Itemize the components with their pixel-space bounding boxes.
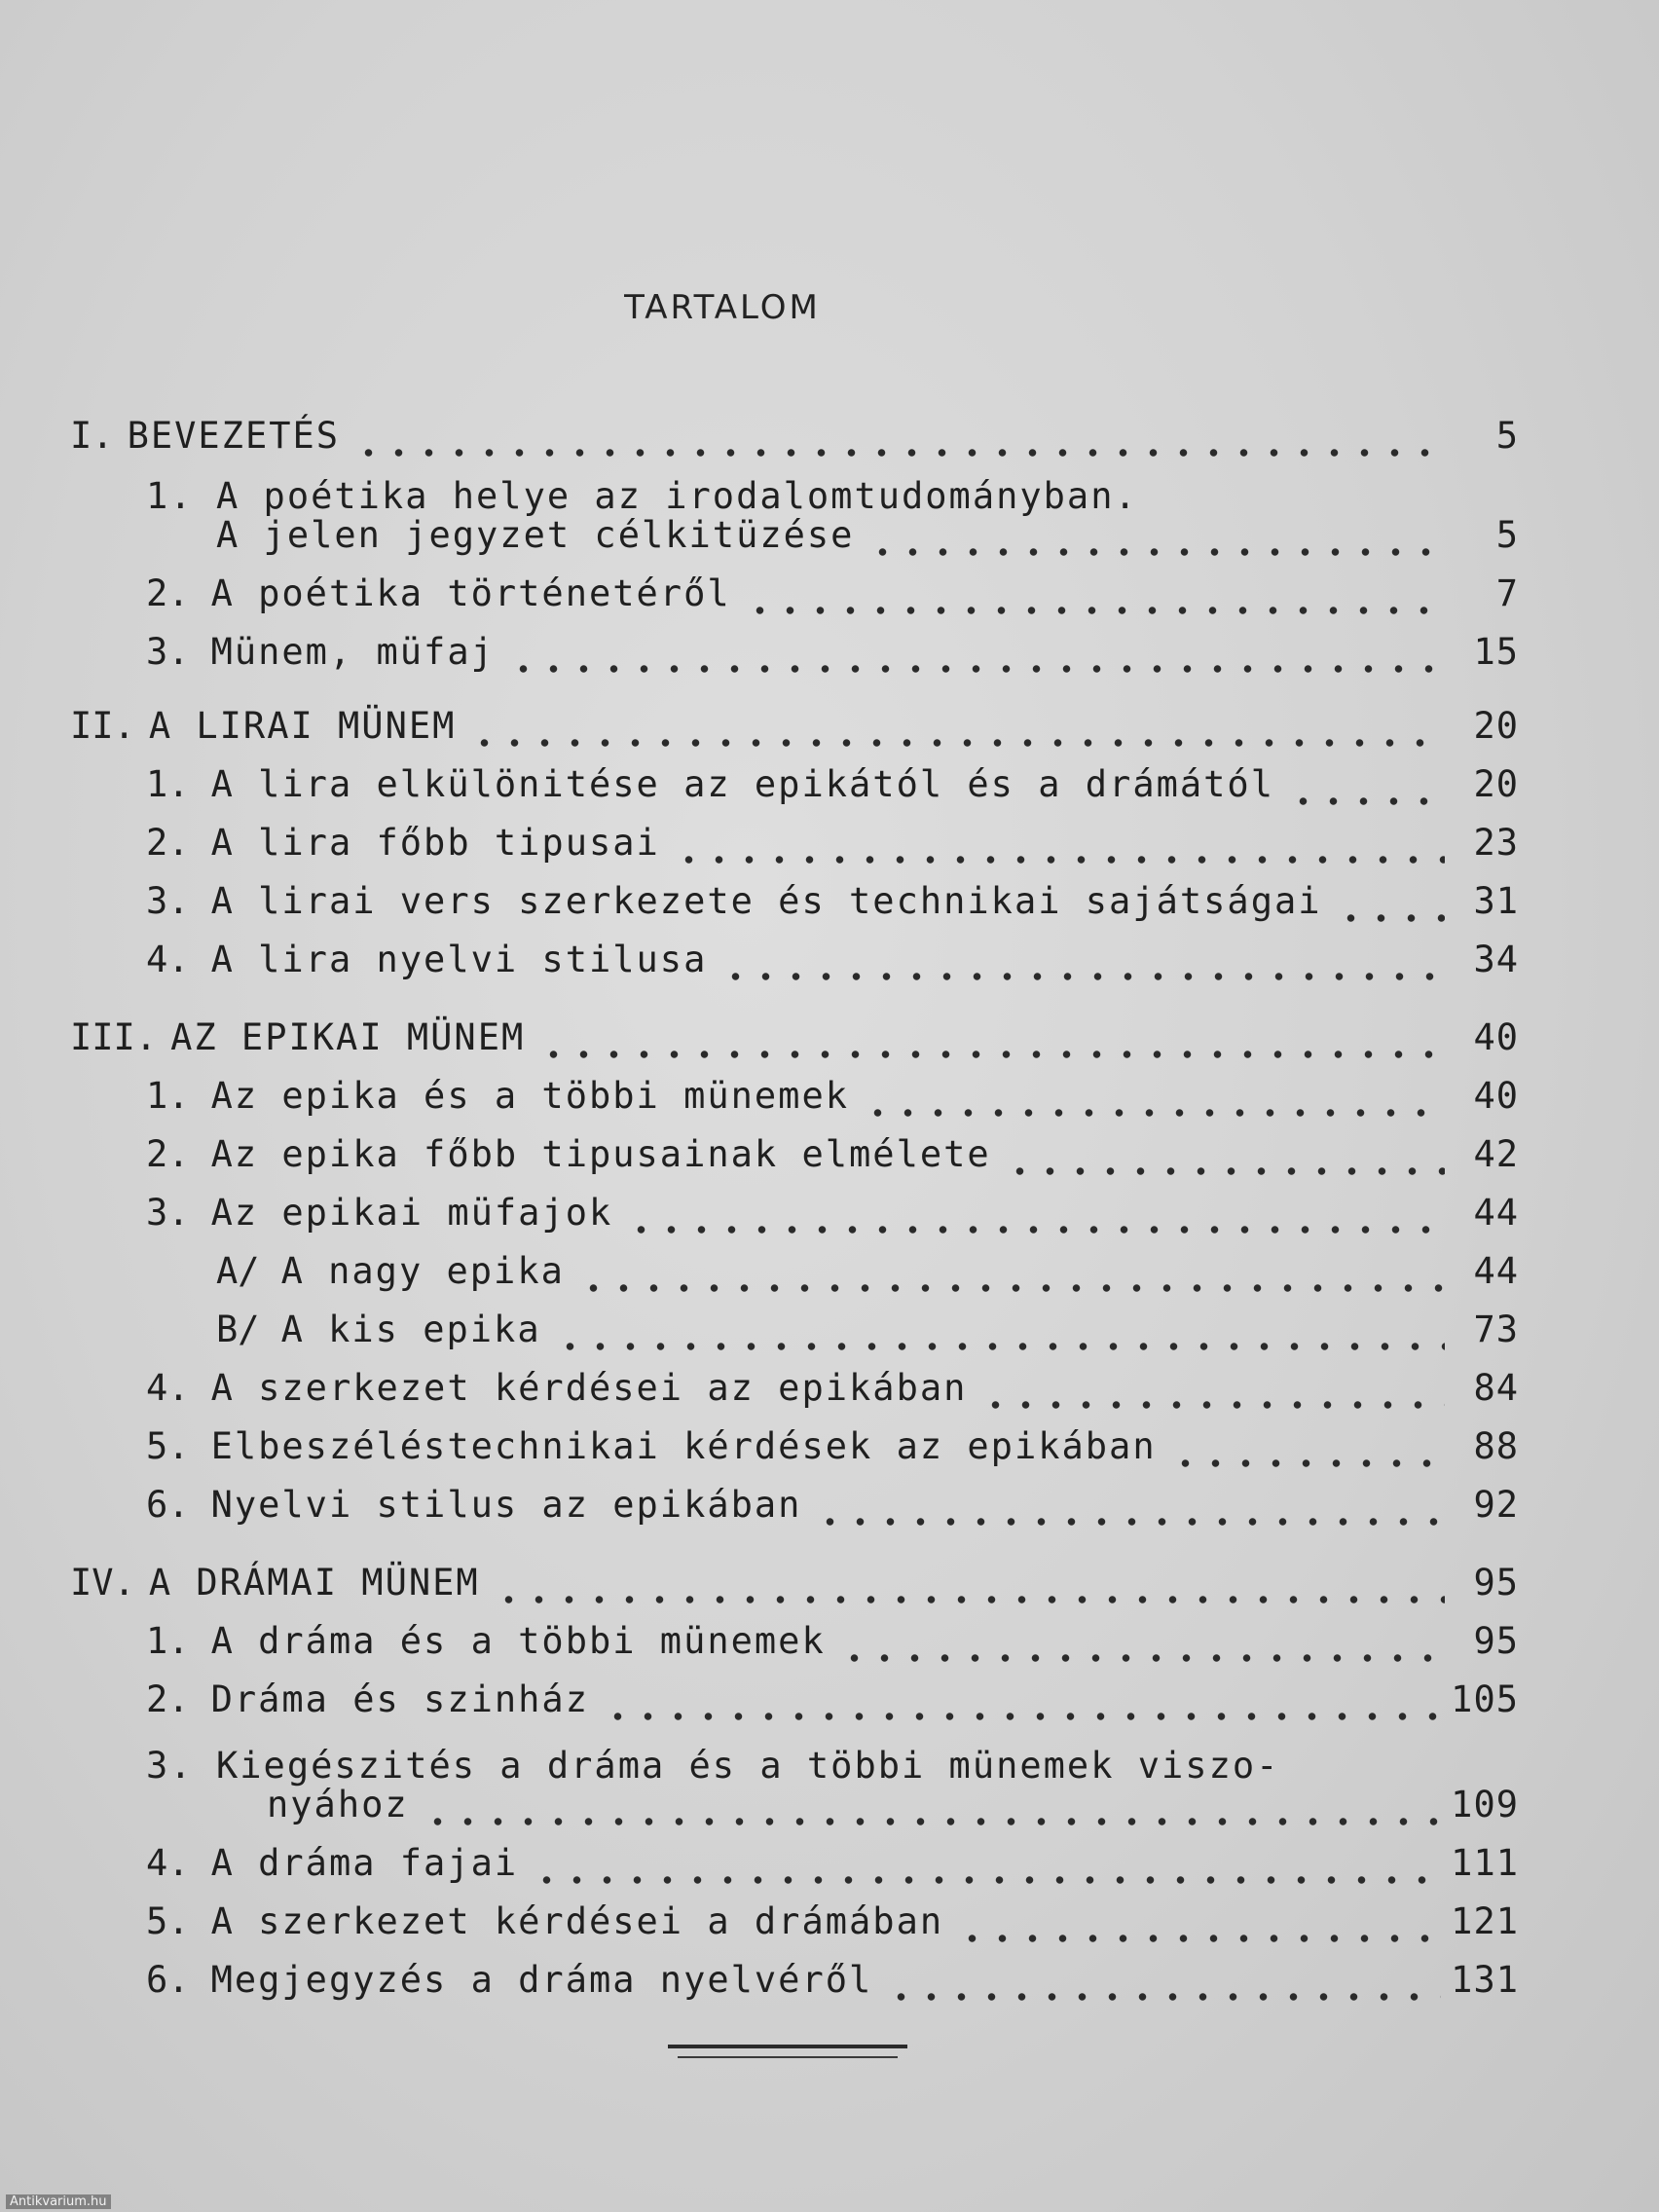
toc-item-number: 3. bbox=[146, 631, 190, 673]
toc-item bbox=[146, 1365, 1519, 1412]
toc-page-number: 44 bbox=[1473, 1192, 1519, 1234]
toc-number: I. bbox=[70, 415, 114, 457]
toc-heading-2 bbox=[70, 703, 1519, 750]
toc-item-number: 2. bbox=[146, 572, 190, 614]
dot-leader bbox=[555, 1314, 1445, 1353]
dot-leader bbox=[839, 1626, 1445, 1665]
toc-item bbox=[146, 571, 1519, 617]
toc-item bbox=[146, 629, 1519, 676]
toc-item-text: Münem, müfaj bbox=[210, 631, 495, 673]
toc-item-text: Nyelvi stilus az epikában bbox=[210, 1484, 802, 1526]
toc-page-number: 34 bbox=[1473, 939, 1519, 980]
toc-page-number: 23 bbox=[1473, 822, 1519, 864]
toc-number: II. bbox=[70, 705, 135, 747]
toc-item-text: Kiegészités a dráma és a többi münemek viszo- bbox=[216, 1745, 1280, 1787]
toc-item bbox=[146, 820, 1519, 866]
dot-leader bbox=[423, 1789, 1442, 1828]
closing-rule bbox=[668, 2045, 907, 2048]
toc-item-text: A poétika helye az irodalomtudományban. bbox=[216, 475, 1138, 517]
toc-page-number: 105 bbox=[1451, 1678, 1519, 1720]
dot-leader bbox=[720, 944, 1445, 983]
dot-leader bbox=[578, 1256, 1445, 1295]
toc-item bbox=[146, 761, 1519, 808]
toc-item-text: A szerkezet kérdései az epikában bbox=[210, 1367, 968, 1409]
toc-heading-text: A LIRAI MÜNEM bbox=[148, 705, 457, 747]
toc-heading-1 bbox=[70, 413, 1519, 460]
toc-item-number: 2. bbox=[146, 1678, 190, 1720]
toc-page-number: 73 bbox=[1473, 1309, 1519, 1350]
toc-item-number: 4. bbox=[146, 939, 190, 980]
dot-leader bbox=[1288, 769, 1445, 808]
watermark: Antikvarium.hu bbox=[6, 2194, 111, 2209]
toc-item bbox=[146, 1782, 1519, 1828]
dot-leader bbox=[353, 421, 1445, 460]
toc-item-number: 2. bbox=[146, 822, 190, 864]
toc-page-number: 44 bbox=[1473, 1250, 1519, 1292]
toc-item-number: 1. bbox=[146, 1620, 190, 1662]
toc-heading-text: A DRÁMAI MÜNEM bbox=[148, 1562, 480, 1604]
toc-item bbox=[146, 1482, 1519, 1529]
toc-page-number: 95 bbox=[1473, 1562, 1519, 1604]
toc-page-number: 109 bbox=[1451, 1784, 1519, 1825]
toc-item-text: A nagy epika bbox=[280, 1250, 565, 1292]
toc-item bbox=[146, 1131, 1519, 1178]
toc-item-number: 4. bbox=[146, 1842, 190, 1884]
dot-leader bbox=[815, 1490, 1445, 1529]
dot-leader bbox=[532, 1848, 1441, 1887]
toc-page-number: 15 bbox=[1473, 631, 1519, 673]
toc-page-number: 92 bbox=[1473, 1484, 1519, 1526]
toc-page-number: 40 bbox=[1473, 1016, 1519, 1058]
toc-item-number: 5. bbox=[146, 1425, 190, 1467]
toc-item bbox=[146, 1899, 1519, 1945]
dot-leader bbox=[886, 1965, 1441, 2004]
toc-item-number: 6. bbox=[146, 1959, 190, 2001]
toc-page-number: 111 bbox=[1451, 1842, 1519, 1884]
toc-item-text: A dráma fajai bbox=[210, 1842, 519, 1884]
toc-page-number: 95 bbox=[1473, 1620, 1519, 1662]
page-title: TARTALOM bbox=[624, 288, 821, 327]
toc-item-number: 1. bbox=[146, 1075, 190, 1117]
toc-item-number: 1. bbox=[146, 763, 190, 805]
toc-item-number: 3. bbox=[146, 1192, 190, 1234]
toc-item-text: A poétika történetéről bbox=[210, 572, 731, 614]
toc-item-number: 1. bbox=[146, 475, 194, 517]
toc-item bbox=[146, 878, 1519, 925]
toc-item-text: A dráma és a többi münemek bbox=[210, 1620, 826, 1662]
toc-page-number: 42 bbox=[1473, 1133, 1519, 1175]
dot-leader bbox=[494, 1567, 1445, 1606]
dot-leader bbox=[980, 1373, 1445, 1412]
toc-item bbox=[146, 1073, 1519, 1120]
toc-subitem bbox=[216, 1248, 1519, 1295]
dot-leader bbox=[1336, 886, 1445, 925]
toc-item-text: Elbeszéléstechnikai kérdések az epikában bbox=[210, 1425, 1157, 1467]
dot-leader bbox=[867, 520, 1445, 559]
dot-leader bbox=[1170, 1431, 1445, 1470]
dot-leader bbox=[603, 1684, 1441, 1723]
toc-item bbox=[146, 1677, 1519, 1723]
toc-item-text: A jelen jegyzet célkitüzése bbox=[216, 514, 855, 556]
toc-item-number: B/ bbox=[216, 1309, 260, 1350]
toc-page-number: 88 bbox=[1473, 1425, 1519, 1467]
dot-leader bbox=[745, 578, 1445, 617]
toc-item-text: Az epika és a többi münemek bbox=[210, 1075, 850, 1117]
toc-item bbox=[146, 1957, 1519, 2004]
toc-item bbox=[146, 937, 1519, 983]
dot-leader bbox=[1005, 1139, 1445, 1178]
toc-item bbox=[146, 1618, 1519, 1665]
toc-item-text: A kis epika bbox=[280, 1309, 541, 1350]
toc-item-text: A lirai vers szerkezete és technikai sajátságai bbox=[210, 880, 1322, 922]
toc-page-number: 84 bbox=[1473, 1367, 1519, 1409]
closing-rule-underline bbox=[678, 2056, 898, 2058]
dot-leader bbox=[508, 637, 1445, 676]
toc-page-number: 31 bbox=[1473, 880, 1519, 922]
toc-heading-4 bbox=[70, 1560, 1519, 1606]
toc-number: IV. bbox=[70, 1562, 135, 1604]
dot-leader bbox=[538, 1022, 1445, 1061]
toc-item-number: A/ bbox=[216, 1250, 260, 1292]
toc-item-text: Dráma és szinház bbox=[210, 1678, 589, 1720]
toc-item bbox=[146, 512, 1519, 559]
toc-page-number: 20 bbox=[1473, 705, 1519, 747]
toc-page-number: 131 bbox=[1451, 1959, 1519, 2001]
toc-item-text: Az epikai müfajok bbox=[210, 1192, 613, 1234]
toc-page-number: 5 bbox=[1495, 415, 1519, 457]
toc-item-text: A lira elkülönitése az epikától és a drámától bbox=[210, 763, 1274, 805]
toc-item bbox=[146, 1190, 1519, 1236]
toc-item-number: 2. bbox=[146, 1133, 190, 1175]
toc-item-text: nyához bbox=[267, 1784, 409, 1825]
toc-item-number: 3. bbox=[146, 880, 190, 922]
toc-item-text: A lira nyelvi stilusa bbox=[210, 939, 708, 980]
dot-leader bbox=[863, 1081, 1445, 1120]
toc-item-text: A szerkezet kérdései a drámában bbox=[210, 1900, 944, 1942]
toc-item-number: 6. bbox=[146, 1484, 190, 1526]
toc-page-number: 121 bbox=[1451, 1900, 1519, 1942]
toc-number: III. bbox=[70, 1016, 158, 1058]
toc-heading-text: AZ EPIKAI MÜNEM bbox=[170, 1016, 526, 1058]
toc-subitem bbox=[216, 1307, 1519, 1353]
dot-leader bbox=[469, 711, 1445, 750]
dot-leader bbox=[957, 1906, 1441, 1945]
toc-item-text: Megjegyzés a dráma nyelvéről bbox=[210, 1959, 873, 2001]
toc-heading-text: BEVEZETÉS bbox=[127, 415, 341, 457]
toc-item-number: 4. bbox=[146, 1367, 190, 1409]
toc-item bbox=[146, 1840, 1519, 1887]
toc-page-number: 40 bbox=[1473, 1075, 1519, 1117]
toc-item-number: 5. bbox=[146, 1900, 190, 1942]
toc-item-text: A lira főbb tipusai bbox=[210, 822, 660, 864]
toc-page-number: 5 bbox=[1495, 514, 1519, 556]
dot-leader bbox=[674, 828, 1445, 866]
dot-leader bbox=[626, 1198, 1445, 1236]
toc-item-text: Az epika főbb tipusainak elmélete bbox=[210, 1133, 991, 1175]
toc-item bbox=[146, 1423, 1519, 1470]
toc-page-number: 20 bbox=[1473, 763, 1519, 805]
toc-heading-3 bbox=[70, 1014, 1519, 1061]
toc-item-number: 3. bbox=[146, 1745, 194, 1787]
toc-page-number: 7 bbox=[1495, 572, 1519, 614]
